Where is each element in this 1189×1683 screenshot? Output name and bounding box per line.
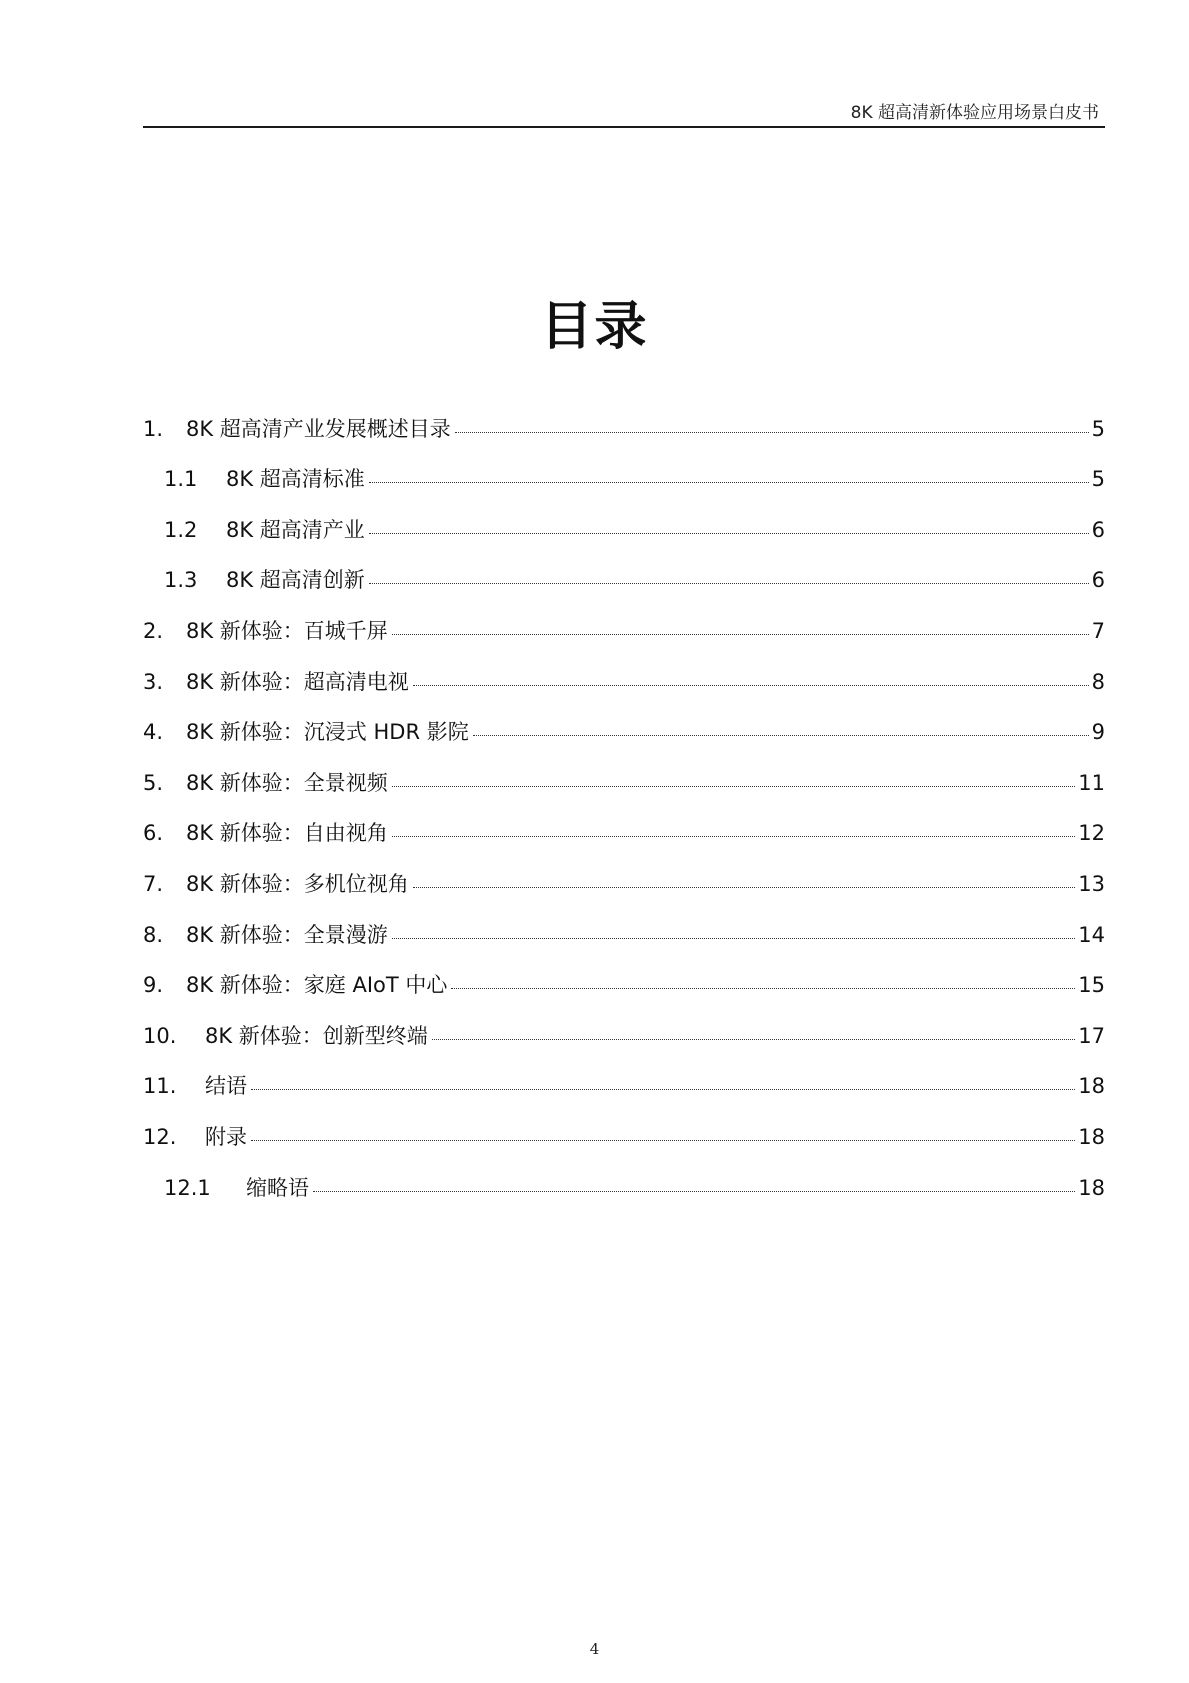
toc-entry-label: 缩略语 (246, 1175, 309, 1200)
toc-entry-number: 5. (143, 770, 164, 795)
toc-entry-number: 1.3 (164, 568, 198, 593)
toc-entry-page: 7 (1091, 618, 1105, 643)
toc-entry-label: 8K 新体验：自由视角 (186, 821, 388, 846)
toc-leader-dots (369, 482, 1089, 483)
toc-leader-dots (392, 836, 1075, 837)
page-number: 4 (589, 1640, 600, 1658)
toc-entry[interactable] (143, 696, 1105, 747)
toc-entry-page: 9 (1091, 720, 1105, 745)
toc-leader-dots (473, 735, 1089, 736)
toc-entry-page: 13 (1078, 871, 1105, 896)
toc-entry[interactable] (143, 493, 1105, 544)
toc-leader-dots (369, 533, 1089, 534)
toc-entry-page: 15 (1078, 973, 1105, 998)
toc-entry-number: 11. (143, 1074, 177, 1099)
toc-entry-number: 4. (143, 720, 164, 745)
toc-entry-label: 8K 新体验：全景视频 (186, 770, 388, 795)
toc-entry-label: 8K 新体验：沉浸式 HDR 影院 (186, 720, 469, 745)
toc-entry-page: 14 (1078, 922, 1105, 947)
toc-leader-dots (451, 988, 1075, 989)
toc-entry-label: 8K 新体验：百城千屏 (186, 618, 388, 643)
toc-entry[interactable] (143, 797, 1105, 848)
toc-leader-dots (392, 786, 1075, 787)
toc-leader-dots (455, 432, 1089, 433)
toc-entry-label: 8K 新体验：全景漫游 (186, 922, 388, 947)
toc-entry[interactable] (143, 1151, 1105, 1202)
toc-entry[interactable] (143, 544, 1105, 595)
toc-entry-label: 结语 (205, 1074, 247, 1099)
toc-entry-number: 1. (143, 416, 164, 441)
toc-entry[interactable] (143, 898, 1105, 949)
toc-entry[interactable] (143, 847, 1105, 898)
toc-entry-label: 附录 (205, 1124, 247, 1149)
toc-leader-dots (251, 1140, 1075, 1141)
toc-leader-dots (413, 887, 1075, 888)
toc-leader-dots (413, 685, 1089, 686)
toc-entry-number: 10. (143, 1023, 177, 1048)
toc-entry[interactable] (143, 392, 1105, 443)
toc-entry-number: 1.2 (164, 517, 198, 542)
toc-entry-page: 5 (1091, 467, 1105, 492)
toc-entry-number: 6. (143, 821, 164, 846)
toc-entry-label: 8K 超高清产业发展概述目录 (186, 416, 451, 441)
toc-entry-page: 18 (1078, 1074, 1105, 1099)
toc-entry[interactable] (143, 1050, 1105, 1101)
toc-entry-label: 8K 新体验：超高清电视 (186, 669, 409, 694)
toc-entry-page: 18 (1078, 1124, 1105, 1149)
toc-leader-dots (369, 583, 1089, 584)
toc-entry-number: 12. (143, 1124, 177, 1149)
toc-entry-page: 17 (1078, 1023, 1105, 1048)
toc-entry-page: 5 (1091, 416, 1105, 441)
toc-entry[interactable] (143, 645, 1105, 696)
toc-leader-dots (432, 1039, 1075, 1040)
toc-entry-page: 8 (1091, 669, 1105, 694)
toc-entry[interactable] (143, 443, 1105, 494)
toc-leader-dots (313, 1191, 1075, 1192)
toc-entry[interactable] (143, 949, 1105, 1000)
toc-entry-page: 6 (1091, 517, 1105, 542)
toc-entry-number: 12.1 (164, 1175, 211, 1200)
toc-entry-page: 11 (1078, 770, 1105, 795)
toc-entry-number: 9. (143, 973, 164, 998)
table-of-contents (143, 392, 1105, 1202)
toc-entry-label: 8K 新体验：家庭 AIoT 中心 (186, 973, 448, 998)
page-header (143, 92, 1105, 128)
toc-entry-number: 3. (143, 669, 164, 694)
toc-entry-page: 18 (1078, 1175, 1105, 1200)
toc-leader-dots (251, 1089, 1075, 1090)
toc-entry[interactable] (143, 999, 1105, 1050)
toc-entry-number: 8. (143, 922, 164, 947)
header-title: 8K 超高清新体验应用场景白皮书 (850, 103, 1099, 123)
toc-entry-label: 8K 超高清产业 (226, 517, 365, 542)
toc-entry-number: 2. (143, 618, 164, 643)
toc-entry-number: 1.1 (164, 467, 198, 492)
toc-entry[interactable] (143, 594, 1105, 645)
toc-leader-dots (392, 938, 1075, 939)
toc-entry-label: 8K 新体验：创新型终端 (205, 1023, 428, 1048)
toc-entry-label: 8K 超高清标准 (226, 467, 365, 492)
toc-entry-number: 7. (143, 871, 164, 896)
toc-entry[interactable] (143, 1100, 1105, 1151)
toc-entry-label: 8K 新体验：多机位视角 (186, 871, 409, 896)
toc-entry-label: 8K 超高清创新 (226, 568, 365, 593)
toc-entry-page: 12 (1078, 821, 1105, 846)
toc-entry[interactable] (143, 746, 1105, 797)
toc-leader-dots (392, 634, 1089, 635)
toc-entry-page: 6 (1091, 568, 1105, 593)
toc-title: 目录 (540, 297, 649, 357)
